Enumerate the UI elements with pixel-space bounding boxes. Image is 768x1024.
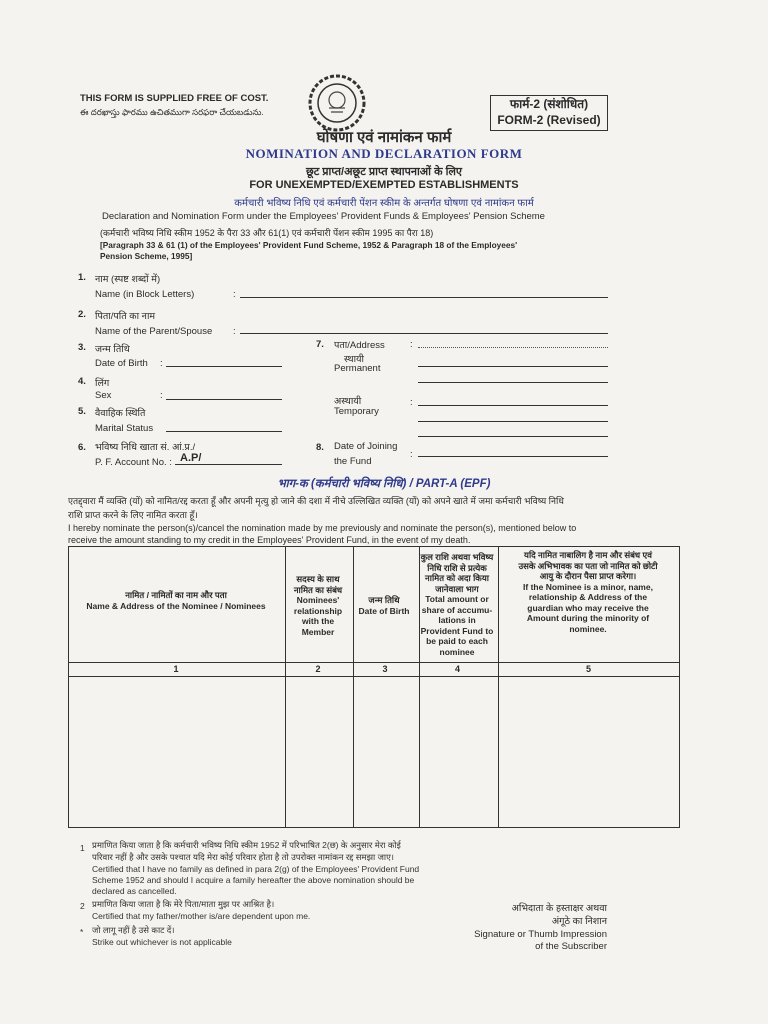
signature-hi-2: अंगूठे का निशान (551, 916, 607, 927)
title-hi: घोषणा एवं नामांकन फार्म (316, 129, 452, 146)
col2-header-hi: सदस्य के साथ नामित का संबंध (293, 574, 343, 595)
footnote-1-hi-2: परिवार नहीं है और उसके पश्चात यदि मेरा कोई परिवार होता है तो उपरोक्त नामांकन रद्द समझा जाए। (92, 852, 395, 862)
field-4-colon: : (160, 390, 163, 401)
field-5-label-hi: वैवाहिक स्थिति (95, 408, 146, 419)
field-6-label-hi: भविष्य निधि खाता सं. आं.प्र./ (95, 442, 196, 453)
col2-header-en: Nominees' relationship with the Member (293, 595, 343, 637)
col3-header (353, 595, 415, 616)
title-en: NOMINATION AND DECLARATION FORM (245, 146, 523, 161)
free-of-cost-en: THIS FORM IS SUPPLIED FREE OF COST. (80, 93, 269, 104)
field-1-label-en: Name (in Block Letters) (95, 289, 195, 300)
field-7-colon: : (410, 339, 413, 350)
form-number-en: FORM-2 (Revised) (497, 113, 601, 127)
declaration-hi-1: एतद्द्वारा मैं व्यक्ति (यों) को नामित/रद्द करता हूँ और अपनी मृत्यु हो जाने की दशा में नीचे उल्लिखित व्यक्ति (यों) को अपने खाते में जमा कर्मचारी भविष्य निधि (68, 496, 564, 506)
col1-header-en: Name & Address of the Nominee / Nominees (86, 600, 266, 611)
permanent-address-line-1[interactable] (418, 347, 608, 348)
field-3-number: 3. (78, 342, 86, 353)
field-5-label-en: Marital Status (95, 423, 154, 434)
free-of-cost-te: ఈ దరఖాస్తు ఫారము ఉచితముగా సరఫరా చేయబడును. (80, 107, 264, 117)
col3-header-hi: जन्म तिथि (368, 595, 400, 605)
header-divider (69, 662, 679, 663)
footnote-1-en-3: declared as cancelled. (92, 886, 177, 896)
temporary-address-line-1[interactable] (418, 405, 608, 406)
col4-header-en: Total amount or share of accumu-lations in Provident Fund to be paid to each nominee (420, 594, 494, 657)
pf-account-prefix: A.P/ (180, 452, 202, 464)
footnote-1-hi-1: प्रमाणित किया जाता है कि कर्मचारी भविष्य निधि स्कीम 1952 में परिभाषित 2(छ) के अनुसार मेरा कोई (92, 840, 401, 850)
para-en-2: Pension Scheme, 1995] (100, 251, 193, 261)
field-6-label-en: P. F. Account No. : (95, 457, 172, 468)
field-4-number: 4. (78, 376, 86, 387)
temporary-address-line-2[interactable] (418, 421, 608, 422)
field-6-number: 6. (78, 442, 86, 453)
footnote-1-en-1: Certified that I have no family as defined in para 2(g) of the Employees' Provident Fund (92, 864, 420, 874)
field-7-label-address: पता/Address (334, 340, 385, 351)
field-1-colon: : (233, 289, 236, 300)
declaration-en-1: I hereby nominate the person(s)/cancel the nomination made by me previously and nominate the person(s), mentioned below to (68, 523, 577, 533)
name-input-line[interactable] (240, 297, 608, 298)
temporary-address-line-3[interactable] (418, 436, 608, 437)
sex-input-line[interactable] (166, 399, 282, 400)
signature-en-2: of the Subscriber (535, 941, 607, 952)
field-1-label-hi: नाम (स्पष्ट शब्दों में) (95, 274, 161, 285)
part-a-heading: भाग-क (कर्मचारी भविष्य निधि) / PART-A (EPF) (277, 478, 491, 490)
col1-number: 1 (173, 664, 179, 674)
marital-status-input-line[interactable] (166, 431, 282, 432)
field-3-label-en: Date of Birth (95, 358, 148, 369)
field-7-number: 7. (316, 339, 324, 350)
declaration-hi-2: राशि प्राप्त करने के लिए नामित करता हूँ। (68, 510, 198, 520)
epfo-logo (308, 74, 366, 132)
field-2-number: 2. (78, 309, 86, 320)
pf-account-input-line[interactable] (175, 464, 282, 465)
field-7-temporary-en: Temporary (334, 406, 379, 417)
signature-en-1: Signature or Thumb Impression (474, 929, 607, 940)
para-en-1: [Paragraph 33 & 61 (1) of the Employees' Provident Fund Scheme, 1952 & Paragraph 18 of the Employees' (100, 240, 518, 250)
footnote-1-en-2: Scheme 1952 and should I acquire a family hereafter the above nomination should be (92, 875, 415, 885)
field-4-label-hi: लिंग (95, 378, 110, 389)
permanent-address-line-3[interactable] (418, 382, 608, 383)
col1-header-hi: नामित / नामितों का नाम और पता (125, 590, 227, 600)
field-8-colon: : (410, 449, 413, 460)
form-number-box (490, 95, 608, 131)
field-7-temporary-hi: अस्थायी (334, 396, 362, 407)
date-of-joining-input-line[interactable] (418, 456, 608, 457)
col5-number: 5 (585, 664, 591, 674)
footnote-2-hi: प्रमाणित किया जाता है कि मेरे पिता/माता मुझ पर आश्रित है। (92, 899, 275, 909)
col5-header (499, 550, 677, 634)
field-3-label-hi: जन्म तिथि (95, 344, 130, 355)
para-hi: (कर्मचारी भविष्य निधि स्कीम 1952 के पैरा 33 और 61(1) एवं कर्मचारी पेंशन स्कीम 1995 का पैरा 18) (100, 228, 434, 238)
col3-header-en: Date of Birth (358, 605, 410, 616)
field-7-permanent-en: Permanent (334, 363, 381, 374)
footnote-3-hi: जो लागू नहीं है उसे काट दें। (92, 925, 175, 935)
subtitle-en: FOR UNEXEMPTED/EXEMPTED ESTABLISHMENTS (249, 179, 519, 191)
footnote-3-number: * (80, 927, 84, 937)
scheme-en: Declaration and Nomination Form under the Employees' Provident Funds & Employees' Pension Scheme (102, 211, 545, 222)
field-8-label-1: Date of Joining (334, 441, 398, 452)
parent-spouse-input-line[interactable] (240, 333, 608, 334)
footnote-1-number: 1 (80, 843, 85, 853)
col4-header-hi: कुल राशि अथवा भविष्य निधि राशि से प्रत्येक नामित को अदा किया जानेवाला भाग (420, 552, 494, 594)
permanent-address-line-2[interactable] (418, 366, 608, 367)
field-8-label-2: the Fund (334, 456, 372, 467)
form-number-hi: फार्म-2 (संशोधित) (509, 97, 589, 111)
field-7-temp-colon: : (410, 397, 413, 408)
subtitle-hi: छूट प्राप्त/अछूट प्राप्त स्थापनाओं के लिए (305, 166, 462, 178)
col4-number: 4 (454, 664, 460, 674)
col5-header-hi: यदि नामित नाबालिग है नाम और संबंध एवं उसके अभिभावक का पता जो नामित को छोटी आयु के दौरान पैसा प्राप्त करेगा। (518, 550, 658, 581)
col1-header (72, 590, 280, 611)
field-1-number: 1. (78, 272, 86, 283)
col2-header (286, 574, 350, 637)
footnote-2-en: Certified that my father/mother is/are dependent upon me. (92, 911, 311, 921)
field-3-colon: : (160, 358, 163, 369)
col3-number: 3 (382, 664, 388, 674)
nominee-entry-area[interactable] (69, 677, 679, 827)
footnote-2-number: 2 (80, 901, 85, 911)
field-2-label-hi: पिता/पति का नाम (95, 311, 156, 322)
field-4-label-en: Sex (95, 390, 112, 401)
col5-header-en: If the Nominee is a minor, name, relationship & Address of the guardian who may receive the Amount during the minority of nominee. (523, 581, 653, 634)
dob-input-line[interactable] (166, 366, 282, 367)
declaration-en-2: receive the amount standing to my credit in the Employees' Provident Fund, in the event of my death. (68, 535, 471, 545)
field-5-number: 5. (78, 406, 86, 417)
col4-header (420, 552, 494, 657)
field-2-colon: : (233, 326, 236, 337)
field-8-number: 8. (316, 442, 324, 453)
scheme-hi: कर्मचारी भविष्य निधि एवं कर्मचारी पेंशन स्कीम के अन्तर्गत घोषणा एवं नामांकन फार्म (234, 198, 534, 209)
signature-hi-1: अभिदाता के हस्ताक्षर अथवा (511, 903, 607, 914)
field-2-label-en: Name of the Parent/Spouse (95, 326, 213, 337)
col2-number: 2 (315, 664, 321, 674)
field-7-permanent-hi: स्थायी (344, 354, 365, 365)
footnote-3-en: Strike out whichever is not applicable (92, 937, 232, 947)
